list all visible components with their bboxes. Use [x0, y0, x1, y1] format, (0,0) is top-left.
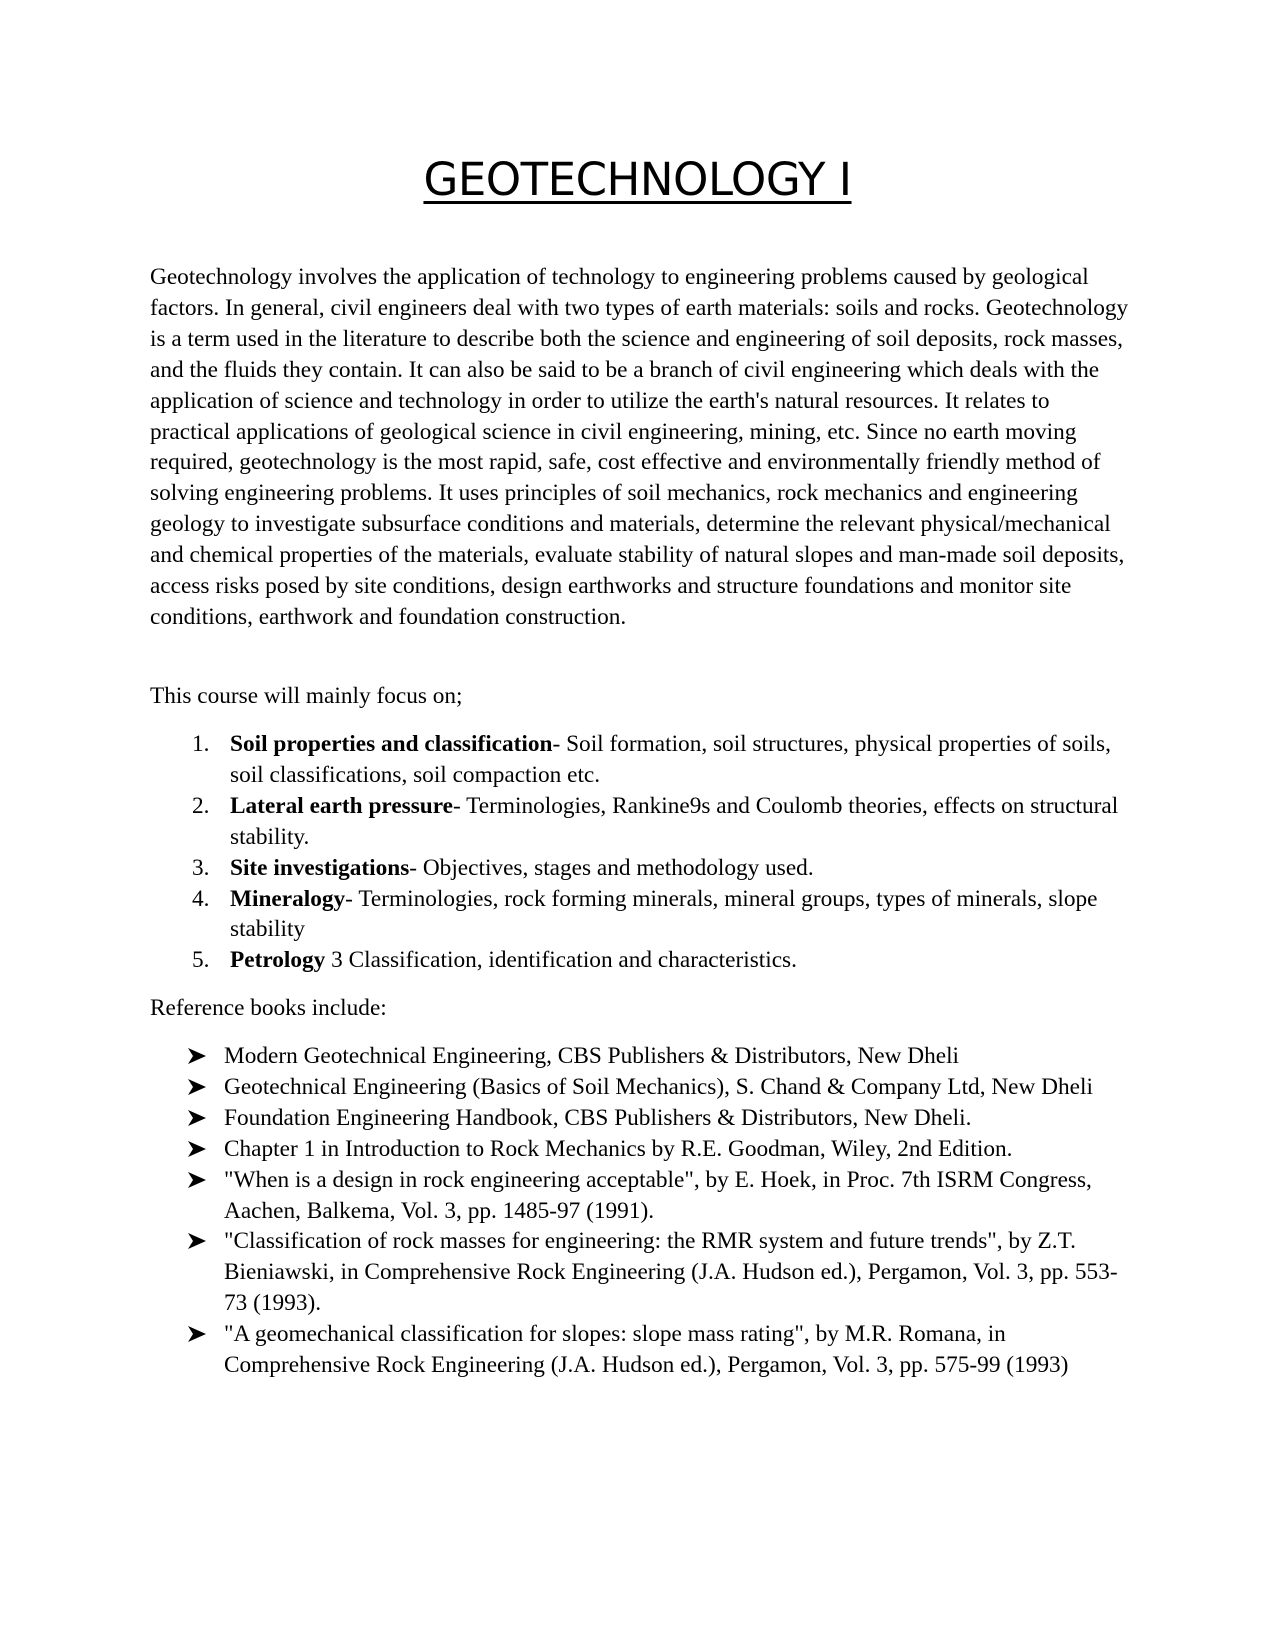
arrowhead-bullet-icon — [188, 1326, 206, 1342]
focus-item-text: - Terminologies, rock forming minerals, mineral groups, types of minerals, slope stability — [230, 885, 1098, 943]
focus-item-term: Soil properties and classification — [230, 731, 553, 757]
reference-text: Foundation Engineering Handbook, CBS Publishers & Distributors, New Dheli. — [224, 1104, 972, 1131]
focus-item — [150, 729, 1130, 791]
reference-text: Geotechnical Engineering (Basics of Soil Mechanics), S. Chand & Company Ltd, New Dheli — [224, 1073, 1093, 1100]
focus-item-text: 3 Classification, identification and characteristics. — [325, 947, 797, 974]
reference-item — [150, 1041, 1130, 1072]
focus-item — [150, 791, 1130, 853]
reference-lead: Reference books include: — [150, 995, 387, 1021]
focus-item — [150, 884, 1130, 946]
reference-item — [150, 1134, 1130, 1165]
reference-text: "Classification of rock masses for engineering: the RMR system and future trends", by Z.T. Bieniawski, in Comprehensive Rock Engineering (J.A. Hudson ed.), Pergamon, Vol. 3, pp. 553-73 (1993). — [224, 1228, 1118, 1317]
arrowhead-bullet-icon — [188, 1233, 206, 1249]
focus-item — [150, 853, 1130, 884]
focus-item — [150, 945, 1130, 976]
focus-item-number: 2. — [192, 792, 210, 819]
focus-item-term: Mineralogy — [230, 885, 346, 912]
arrowhead-bullet-icon — [188, 1172, 206, 1188]
reference-list — [150, 1041, 1130, 1381]
focus-item-text: - Objectives, stages and methodology used. — [409, 854, 814, 881]
reference-item — [150, 1226, 1130, 1319]
focus-lead: This course will mainly focus on; — [150, 683, 463, 709]
reference-text: "When is a design in rock engineering acceptable", by E. Hoek, in Proc. 7th ISRM Congress, Aachen, Balkema, Vol. 3, pp. 1485-97 (1991). — [224, 1166, 1092, 1224]
reference-item — [150, 1103, 1130, 1134]
focus-item-term: Lateral earth pressure — [230, 792, 454, 819]
focus-item-term: Petrology — [230, 947, 326, 974]
focus-item-text: - Terminologies, Rankine9s and Coulomb theories, effects on structural stability. — [230, 792, 1119, 850]
focus-item-number: 1. — [192, 731, 210, 757]
focus-list — [150, 729, 1130, 976]
intro-paragraph: Geotechnology involves the application of technology to engineering problems caused by geological factors. In general, civil engineers deal with two types of earth materials: soils and rocks. Geotechnology is a term used in the literature to describe both the science and engineering of soil deposits, rock masses, and the fluids they contain. It can also be said to be a branch of civil engineering which deals with the application of science and technology in order to utilize the earth's natural resources. It relates to practical applications of geological science in civil engineering, mining, etc. Since no earth moving required, geotechnology is the most rapid, safe, cost effective and environmentally friendly method of solving engineering problems. It uses principles of soil mechanics, rock mechanics and engineering geology to investigate subsurface conditions and materials, determine the relevant physical/mechanical and chemical properties of the materials, evaluate stability of natural slopes and man-made soil deposits, access risks posed by site conditions, design earthworks and structure foundations and monitor site conditions, earthwork and foundation construction. — [150, 264, 1129, 630]
page-title — [0, 150, 1275, 210]
focus-item-number: 5. — [192, 947, 210, 974]
arrowhead-bullet-icon — [188, 1079, 206, 1095]
focus-item-term: Site investigations — [230, 854, 410, 881]
reference-item — [150, 1072, 1130, 1103]
focus-item-number: 4. — [192, 885, 210, 912]
arrowhead-bullet-icon — [188, 1110, 206, 1126]
reference-text: Chapter 1 in Introduction to Rock Mechanics by R.E. Goodman, Wiley, 2nd Edition. — [224, 1135, 1013, 1162]
arrowhead-bullet-icon — [188, 1048, 206, 1064]
arrowhead-bullet-icon — [188, 1141, 206, 1157]
focus-item-text: - Soil formation, soil structures, physical properties of soils, soil classifications, soil compaction etc. — [230, 731, 1111, 788]
reference-item — [150, 1319, 1130, 1381]
page-title-text: GEOTECHNOLOGY I — [423, 153, 852, 206]
focus-item-number: 3. — [192, 854, 210, 881]
reference-text: "A geomechanical classification for slopes: slope mass rating", by M.R. Romana, in Comprehensive Rock Engineering (J.A. Hudson ed.), Pergamon, Vol. 3, pp. 575-99 (1993) — [224, 1321, 1069, 1379]
reference-text: Modern Geotechnical Engineering, CBS Publishers & Distributors, New Dheli — [224, 1043, 960, 1069]
reference-item — [150, 1165, 1130, 1227]
